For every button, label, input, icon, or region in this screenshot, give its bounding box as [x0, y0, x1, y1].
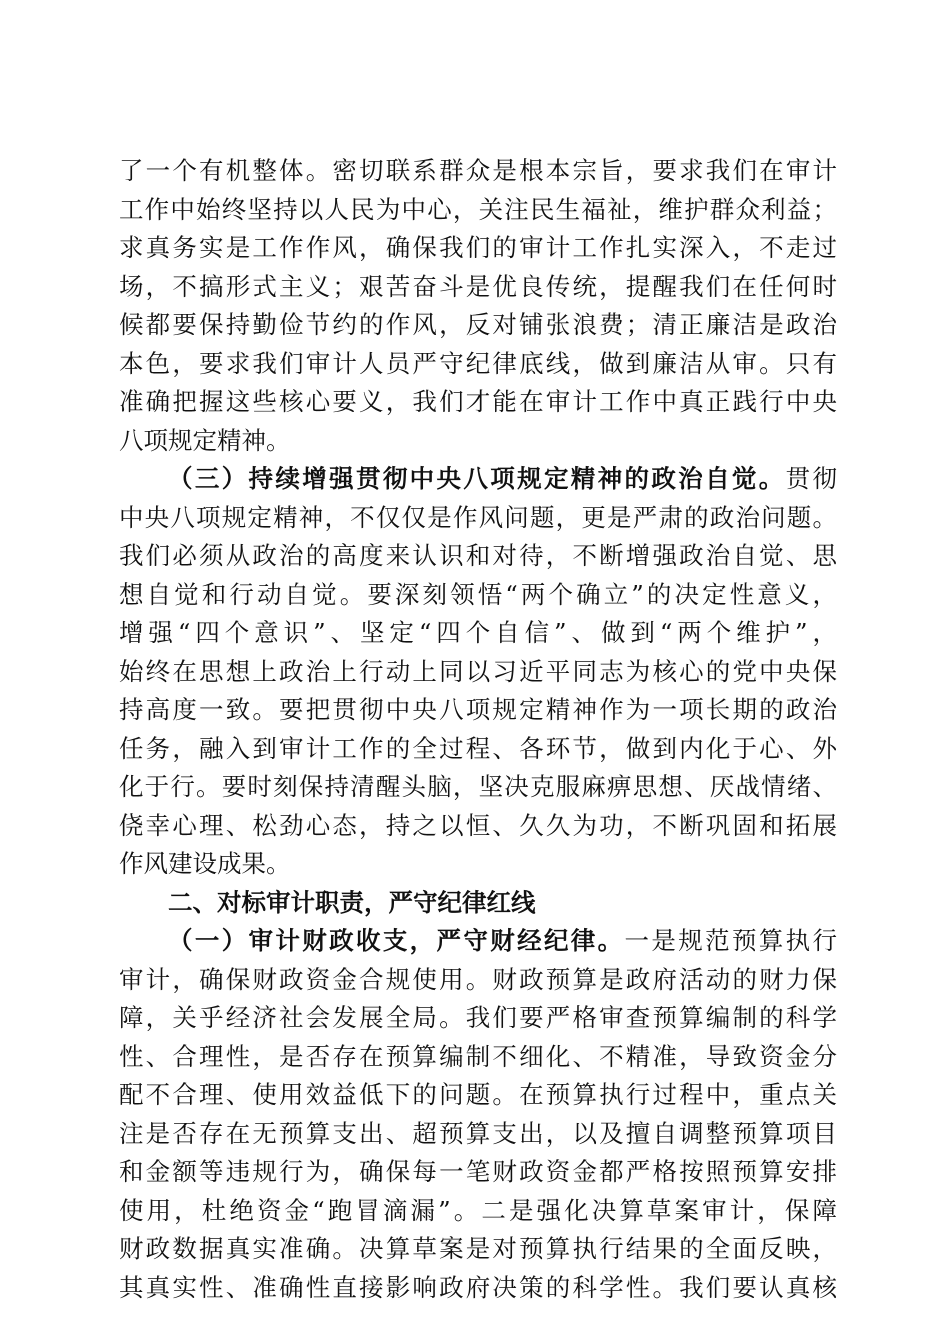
paragraph-line: 侥幸心理、松劲心态，持之以恒、久久为功，不断巩固和拓展 [119, 810, 837, 840]
paragraph-line: 本色，要求我们审计人员严守纪律底线，做到廉洁从审。只有 [119, 348, 837, 378]
document-body [119, 152, 837, 1307]
paragraph-line: 了一个有机整体。密切联系群众是根本宗旨，要求我们在审计 [119, 156, 837, 185]
paragraph-line: 其真实性、准确性直接影响政府决策的科学性。我们要认真核 [119, 1272, 837, 1302]
paragraph-line: 八项规定精神。 [119, 425, 291, 455]
paragraph-line: 始终在思想上政治上行动上同以习近平同志为核心的党中央保 [119, 656, 837, 686]
paragraph-line: 使用，杜绝资金“跑冒滴漏”。二是强化决算草案审计，保障 [119, 1195, 837, 1225]
paragraph-line: 想自觉和行动自觉。要深刻领悟“两个确立”的决定性意义， [119, 579, 837, 609]
paragraph-line: 持高度一致。要把贯彻中央八项规定精神作为一项长期的政治 [119, 695, 837, 724]
section-3-title: （三）持续增强贯彻中央八项规定精神的政治自觉。 [168, 464, 786, 493]
paragraph-line: 工作中始终坚持以人民为中心，关注民生福祉，维护群众利益； [119, 194, 837, 224]
paragraph-line: 障，关乎经济社会发展全局。我们要严格审查预算编制的科学 [119, 1003, 837, 1032]
paragraph-line: 注是否存在无预算支出、超预算支出，以及擅自调整预算项目 [119, 1118, 837, 1148]
paragraph-line: 候都要保持勤俭节约的作风，反对铺张浪费；清正廉洁是政治 [119, 310, 837, 339]
paragraph-line: 作风建设成果。 [119, 849, 291, 878]
section-3-lead: 贯彻 [785, 464, 838, 493]
section-3-first-line [119, 460, 837, 499]
paragraph-line: 场，不搞形式主义；艰苦奋斗是优良传统，提醒我们在任何时 [119, 271, 837, 301]
paragraph-line: 任务，融入到审计工作的全过程、各环节，做到内化于心、外 [119, 733, 837, 763]
section-1-first-line [119, 922, 837, 961]
paragraph-line: 审计，确保财政资金合规使用。财政预算是政府活动的财力保 [119, 964, 837, 994]
section-1-title: （一）审计财政收支，严守财经纪律。 [168, 926, 625, 955]
paragraph-line: 准确把握这些核心要义，我们才能在审计工作中真正践行中央 [119, 387, 837, 416]
paragraph-line: 财政数据真实准确。决算草案是对预算执行结果的全面反映， [119, 1234, 837, 1263]
section-1-lead: 一是规范预算执行 [624, 926, 838, 955]
section-heading: 二、对标审计职责，严守纪律红线 [168, 887, 536, 917]
paragraph-line: 中央八项规定精神，不仅仅是作风问题，更是严肃的政治问题。 [119, 502, 837, 532]
paragraph-line: 化于行。要时刻保持清醒头脑，坚决克服麻痹思想、厌战情绪、 [119, 772, 837, 801]
paragraph-line: 和金额等违规行为，确保每一笔财政资金都严格按照预算安排 [119, 1157, 837, 1186]
paragraph-line: 求真务实是工作作风，确保我们的审计工作扎实深入，不走过 [119, 233, 837, 262]
paragraph-line: 性、合理性，是否存在预算编制不细化、不精准，导致资金分 [119, 1041, 837, 1071]
paragraph-line: 配不合理、使用效益低下的问题。在预算执行过程中，重点关 [119, 1080, 837, 1109]
paragraph-line: 增强“四个意识”、坚定“四个自信”、做到“两个维护”， [119, 618, 837, 647]
paragraph-line: 我们必须从政治的高度来认识和对待，不断增强政治自觉、思 [119, 541, 837, 570]
